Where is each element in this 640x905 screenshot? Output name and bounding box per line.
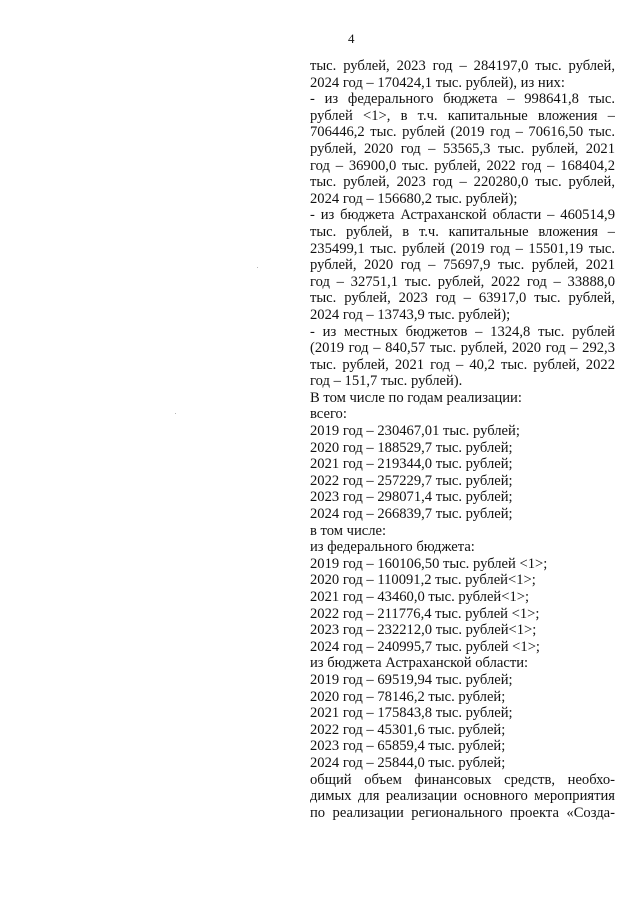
text-line: тыс. рублей, 2021 год – 40,2 тыс. рублей, 2022: [310, 356, 615, 373]
text-line: 2022 год – 211776,4 тыс. рублей <1>;: [310, 605, 540, 622]
text-line: 706446,2 тыс. рублей (2019 год – 70616,50 тыс.: [310, 124, 615, 141]
text-line: всего:: [310, 406, 347, 423]
document-text-column: [310, 58, 615, 821]
text-line: 2024 год – 13743,9 тыс. рублей);: [310, 306, 511, 323]
text-line: - из местных бюджетов – 1324,8 тыс. рублей: [310, 323, 615, 340]
page-number: 4: [348, 31, 355, 46]
text-line: тыс. рублей, 2023 год – 220280,0 тыс. рублей,: [310, 174, 615, 191]
text-line: рублей, 2020 год – 53565,3 тыс. рублей, 2021: [310, 140, 615, 157]
text-line: 2021 год – 43460,0 тыс. рублей<1>;: [310, 589, 530, 605]
text-line: (2019 год – 840,57 тыс. рублей, 2020 год – 292,3: [310, 340, 615, 357]
scan-speck: [175, 413, 176, 414]
text-line: год – 36900,0 тыс. рублей, 2022 год – 168404,2: [310, 157, 615, 174]
text-line: 2024 год – 25844,0 тыс. рублей;: [310, 754, 506, 771]
text-line: 2024 год – 170424,1 тыс. рублей), из них:: [310, 74, 565, 91]
text-line: год – 151,7 тыс. рублей).: [310, 373, 463, 390]
text-line: 2019 год – 160106,50 тыс. рублей <1>;: [310, 555, 548, 572]
text-line: - из федерального бюджета – 998641,8 тыс.: [310, 91, 615, 108]
text-line: 2020 год – 78146,2 тыс. рублей;: [310, 688, 506, 705]
text-line: - из бюджета Астраханской области – 460514,9: [310, 207, 615, 224]
text-line: 2024 год – 266839,7 тыс. рублей;: [310, 506, 513, 523]
text-line: 2023 год – 65859,4 тыс. рублей;: [310, 738, 506, 755]
text-line: в том числе:: [310, 522, 387, 539]
text-line: В том числе по годам реализации:: [310, 389, 522, 406]
text-line: из федерального бюджета:: [310, 539, 475, 556]
text-line: год – 32751,1 тыс. рублей, 2022 год – 33888,0: [310, 273, 615, 290]
text-line: 2019 год – 230467,01 тыс. рублей;: [310, 423, 520, 440]
text-line: по реализации регионального проекта «Созда-: [310, 804, 615, 821]
text-line: димых для реализации основного мероприятия: [310, 788, 615, 805]
text-line: тыс. рублей, в т.ч. капитальные вложения –: [310, 223, 615, 240]
text-line: 2021 год – 219344,0 тыс. рублей;: [310, 456, 513, 473]
text-line: 2023 год – 232212,0 тыс. рублей<1>;: [310, 622, 537, 639]
text-line: 2022 год – 45301,6 тыс. рублей;: [310, 721, 506, 738]
text-line: рублей, 2020 год – 75697,9 тыс. рублей, 2021: [310, 257, 615, 274]
text-line: общий объем финансовых средств, необхо-: [310, 771, 615, 788]
text-line: 2024 год – 240995,7 тыс. рублей <1>;: [310, 638, 540, 655]
text-line: 2023 год – 298071,4 тыс. рублей;: [310, 489, 513, 506]
text-line: 2020 год – 110091,2 тыс. рублей<1>;: [310, 572, 536, 589]
text-line: из бюджета Астраханской области:: [310, 655, 529, 672]
text-line: 2021 год – 175843,8 тыс. рублей;: [310, 705, 513, 722]
text-line: 2024 год – 156680,2 тыс. рублей);: [310, 190, 518, 207]
text-line: 2022 год – 257229,7 тыс. рублей;: [310, 472, 513, 489]
text-line: тыс. рублей, 2023 год – 284197,0 тыс. рублей,: [310, 58, 615, 74]
text-line: тыс. рублей, 2023 год – 63917,0 тыс. рублей,: [310, 290, 615, 307]
text-line: 235499,1 тыс. рублей (2019 год – 15501,19 тыс.: [310, 240, 615, 257]
text-line: 2019 год – 69519,94 тыс. рублей;: [310, 671, 513, 688]
scan-speck: [257, 267, 258, 268]
text-line: 2020 год – 188529,7 тыс. рублей;: [310, 439, 513, 456]
text-line: рублей <1>, в т.ч. капитальные вложения –: [310, 107, 615, 124]
